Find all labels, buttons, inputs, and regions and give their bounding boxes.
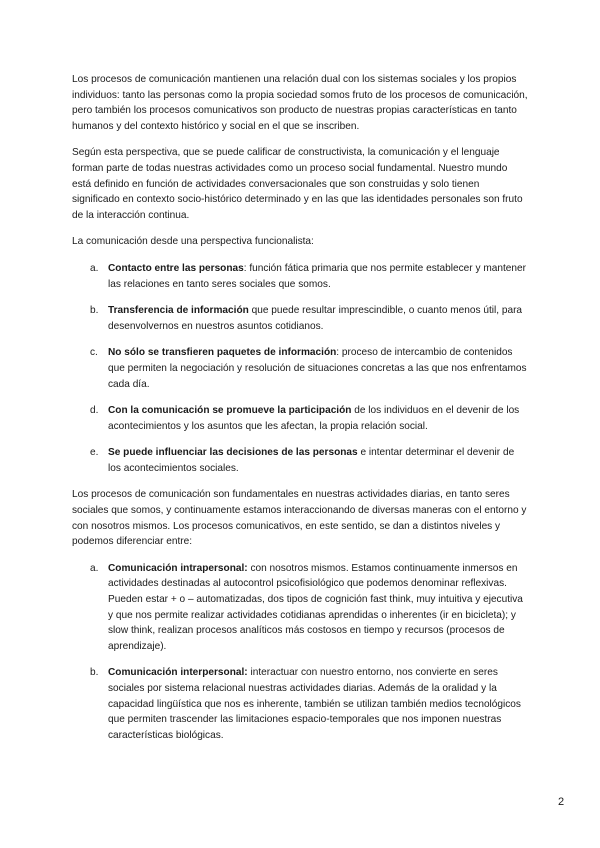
list-marker: b.	[90, 305, 99, 317]
list-item-text: : proceso de intercambio de contenidos que permiten la negociación y resolución de situaciones concretas a las que nos enfrentamos cada día.	[108, 347, 527, 390]
list-item	[72, 345, 528, 392]
list-item-text: interactuar con nuestro entorno, nos convierte en seres sociales por sistema relacional nuestras actividades diarias. Además de la oralidad y la capacidad lingüística que nos es inherente, también se utilizan también medios tecnológicos que permiten trascender las limitaciones espacio-temporales que nos imponen nuestras características biológicas.	[108, 667, 521, 741]
list-item-term: No sólo se transfieren paquetes de información	[108, 347, 337, 359]
communication-levels-list	[72, 561, 528, 744]
list-item-text: : función fática primaria que nos permite establecer y mantener las relaciones en tanto seres sociales que somos.	[108, 262, 526, 290]
list-item	[72, 403, 528, 434]
list-item	[72, 261, 528, 292]
list-item-term: Se puede influenciar las decisiones de las personas	[108, 447, 358, 459]
list-item-term: Transferencia de información	[108, 305, 249, 317]
list-item-term: Comunicación intrapersonal:	[108, 562, 248, 574]
list-item-term: Con la comunicación se promueve la participación	[108, 405, 352, 417]
list-marker: c.	[90, 347, 98, 359]
list-item	[72, 445, 528, 476]
list-item-term: Comunicación interpersonal:	[108, 667, 248, 679]
page-number: 2	[558, 796, 565, 808]
list-marker: a.	[90, 262, 99, 274]
list-item	[72, 665, 528, 743]
paragraph-communication-levels: Los procesos de comunicación son fundamentales en nuestras actividades diarias, en tanto seres sociales que somos, y continuamente estamos interaccionando de diversas maneras con el entorno y con nosotros mismos. Los procesos comunicativos, en este sentido, se dan a distintos niveles y podemos diferenciar entre:	[72, 489, 527, 548]
list-item-text: que puede resultar imprescindible, o cuanto menos útil, para desenvolvernos en nuestros asuntos cotidianos.	[108, 305, 523, 332]
list-item-term: Contacto entre las personas	[108, 262, 244, 274]
list-item	[72, 561, 528, 655]
list-marker: b.	[90, 667, 99, 679]
paragraph-intro: Los procesos de comunicación mantienen una relación dual con los sistemas sociales y los propios individuos: tanto las personas como la propia sociedad somos fruto de los procesos de comunicación, pero también los procesos comunicativos son producto de nuestras propias características en tanto humanos y del contexto histórico y social en el que se inscriben.	[72, 74, 528, 132]
paragraph-functionalist-lead: La comunicación desde una perspectiva funcionalista:	[72, 236, 314, 248]
list-marker: d.	[90, 405, 99, 417]
list-item-text: de los individuos en el devenir de los acontecimientos y los asuntos que les afectan, la propia relación social.	[108, 405, 520, 432]
list-item-text: con nosotros mismos. Estamos continuamente inmersos en actividades destinadas al autocontrol psicofisiológico que podemos denominar reflexivas. Pueden estar + o – automatizadas, dos tipos de cognición fast think, muy intuitiva y ejecutiva y que nos permite realizar actividades cotidianas aprendidas o inherentes (ir en bicicleta); y slow think, realizan procesos analíticos más costosos en tiempo y recursos (procesos de aprendizaje).	[108, 562, 523, 652]
list-item-text: e intentar determinar el devenir de los acontecimientos sociales.	[108, 447, 515, 474]
list-marker: e.	[90, 447, 99, 459]
list-marker: a.	[90, 562, 99, 574]
list-item	[72, 303, 528, 334]
paragraph-constructivist: Según esta perspectiva, que se puede calificar de constructivista, la comunicación y el lenguaje forman parte de todas nuestras actividades como un proceso social fundamental. Nuestro mundo está definido en función de actividades conversacionales que son construidas y solo tienen significado en contexto socio-histórico determinado y en las que las identidades personales son fruto de la interacción continua.	[72, 147, 523, 221]
functionalist-list	[72, 261, 528, 477]
document-page	[72, 72, 528, 754]
